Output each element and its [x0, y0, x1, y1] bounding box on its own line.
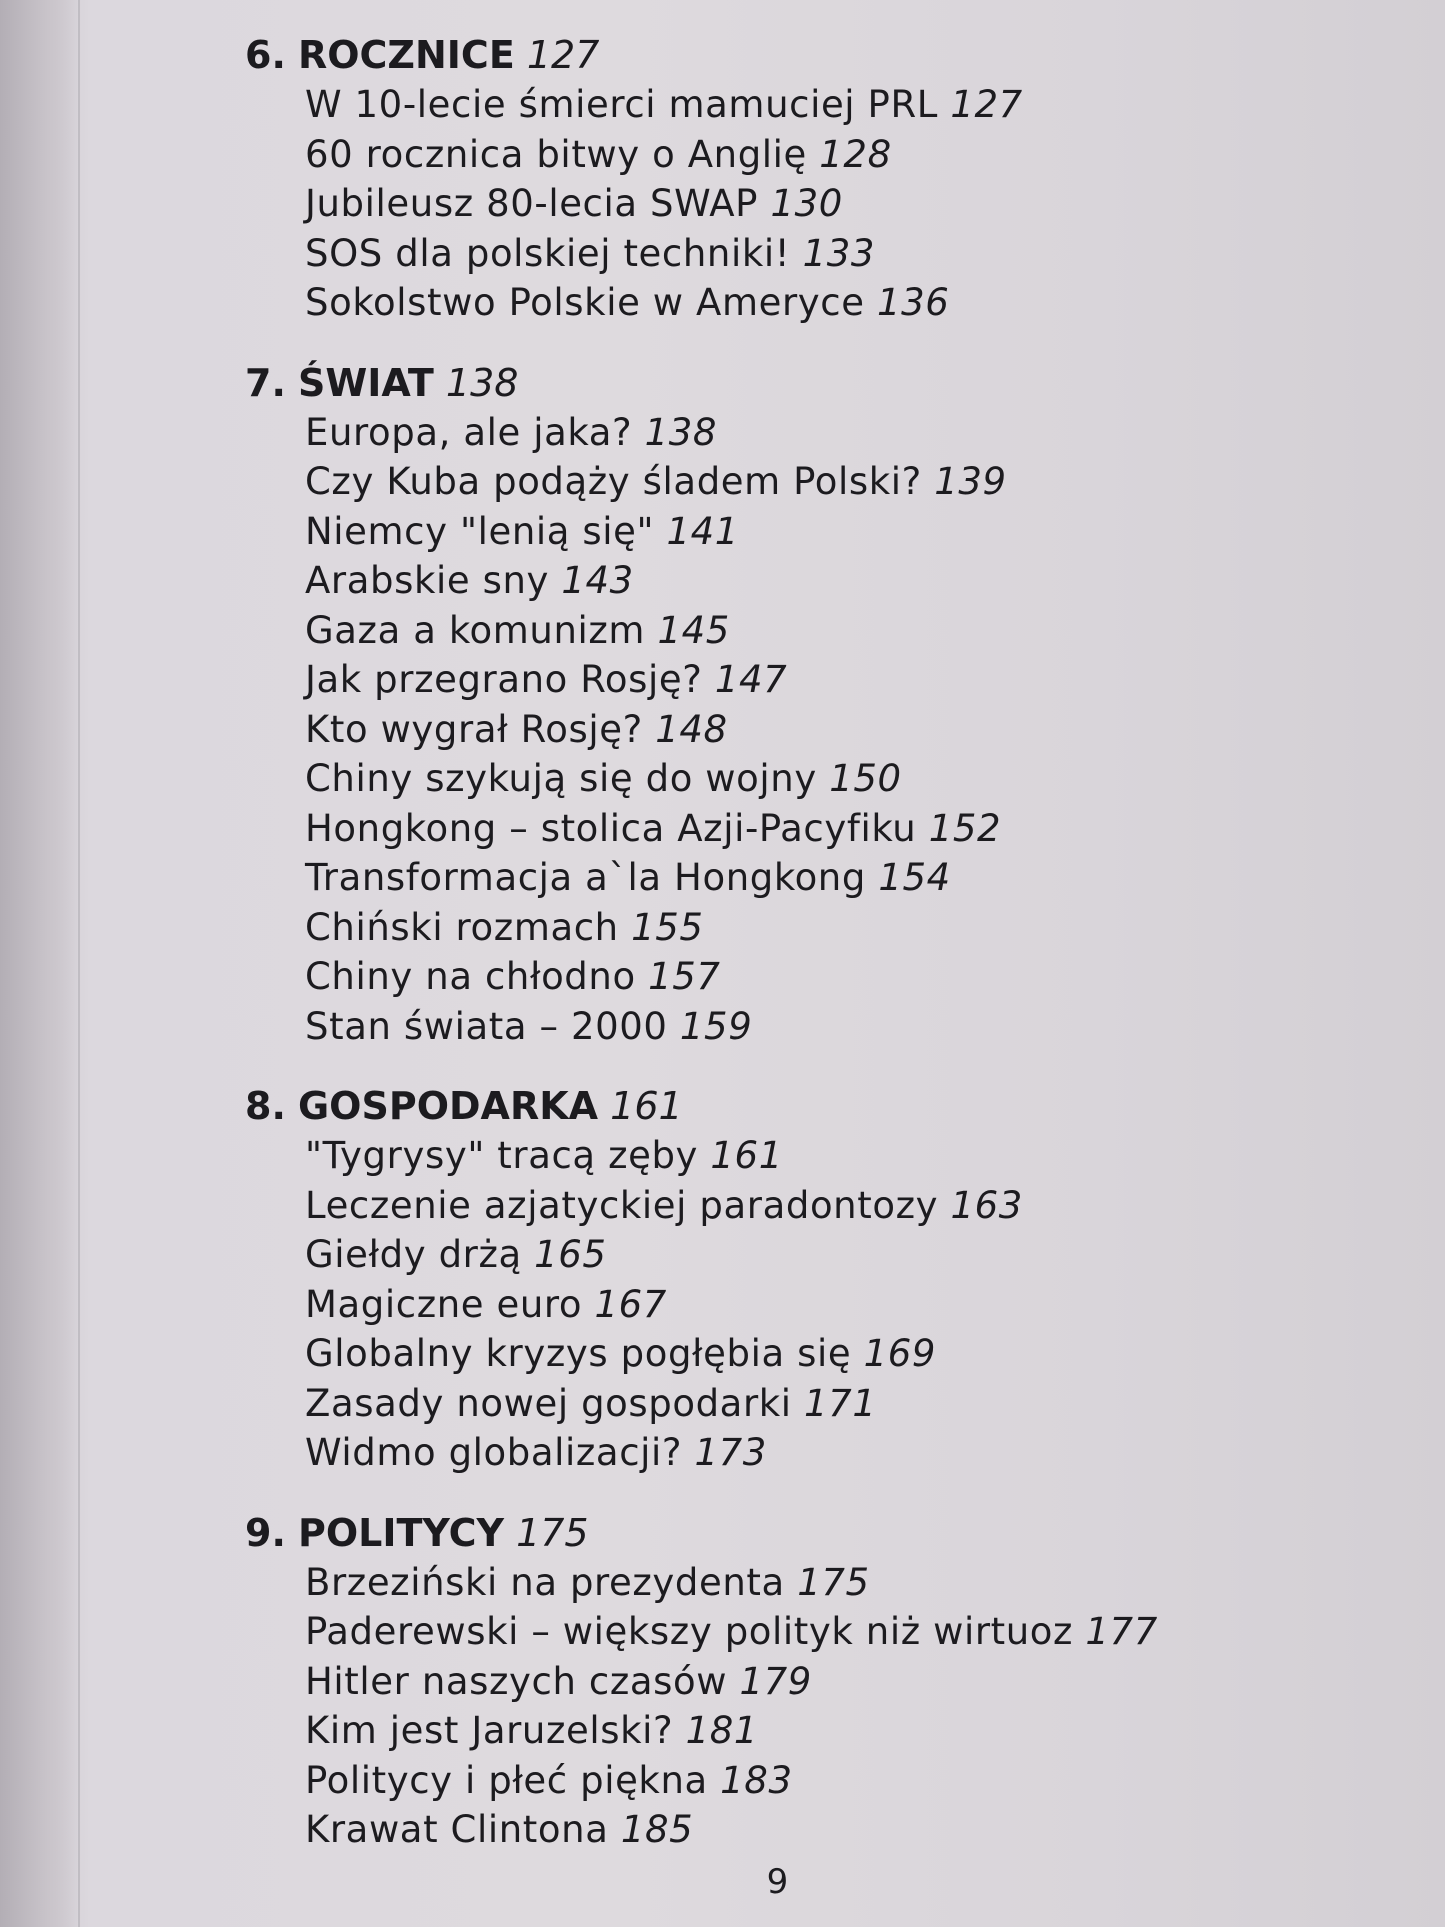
entry-title: Krawat Clintona	[305, 1808, 609, 1851]
entry-page: 183	[720, 1758, 793, 1802]
toc-entry	[245, 1756, 1405, 1806]
entry-page: 179	[739, 1659, 812, 1703]
entry-page: 128	[819, 132, 892, 176]
entry-page: 138	[644, 410, 718, 454]
section-heading	[245, 1081, 1405, 1131]
toc-section	[245, 1508, 1405, 1855]
entry-title: Leczenie azjatyckiej paradontozy	[305, 1183, 939, 1227]
section-heading	[245, 358, 1405, 408]
toc-entry	[245, 606, 1405, 656]
section-title: POLITYCY	[297, 1510, 504, 1555]
entry-title: Czy Kuba podąży śladem Polski?	[305, 460, 922, 503]
entry-page: 147	[714, 658, 788, 701]
book-gutter	[0, 0, 80, 1927]
entry-page: 161	[710, 1134, 783, 1177]
entry-page: 148	[655, 707, 728, 751]
toc-entry	[245, 1280, 1405, 1330]
section-page: 161	[610, 1084, 683, 1128]
entry-page: 185	[620, 1808, 694, 1851]
toc-entry	[245, 1002, 1405, 1052]
toc-entry	[245, 1329, 1405, 1379]
entry-page: 133	[802, 231, 875, 275]
entry-title: Arabskie sny	[305, 559, 550, 602]
toc-entry	[245, 1805, 1405, 1855]
entry-page: 163	[950, 1183, 1023, 1227]
entry-page: 159	[679, 1004, 753, 1048]
section-number: 8.	[245, 1084, 286, 1128]
toc-entry	[245, 1657, 1405, 1707]
toc-entry	[245, 179, 1405, 229]
page-fold	[78, 0, 80, 1927]
entry-title: Niemcy "lenią się"	[305, 509, 655, 553]
entry-title: Europa, ale jaka?	[305, 410, 633, 454]
toc-entry	[245, 1706, 1405, 1756]
entry-title: Chiny szykują się do wojny	[305, 757, 817, 800]
entry-page: 167	[594, 1282, 667, 1326]
entry-title: Brzeziński na prezydenta	[305, 1560, 785, 1604]
toc-entry	[245, 278, 1405, 328]
entry-title: Kim jest Jaruzelski?	[305, 1709, 674, 1752]
section-title: GOSPODARKA	[297, 1084, 599, 1128]
entry-page: 152	[928, 806, 1002, 850]
toc-entry	[245, 903, 1405, 953]
toc-entry	[245, 705, 1405, 755]
entry-title: Widmo globalizacji?	[305, 1431, 683, 1474]
entry-title: Gaza a komunizm	[305, 608, 646, 652]
entry-page: 157	[648, 955, 721, 998]
entry-title: Stan świata – 2000	[305, 1004, 668, 1048]
section-title: ŚWIAT	[297, 360, 434, 405]
entry-page: 169	[863, 1332, 937, 1375]
toc-entry	[245, 507, 1405, 557]
entry-title: Politycy i płeć piękna	[305, 1758, 708, 1802]
toc-entry	[245, 1131, 1405, 1181]
entry-title: Kto wygrał Rosję?	[305, 707, 643, 751]
toc-entry	[245, 754, 1405, 804]
section-number: 7.	[245, 360, 286, 405]
section-page: 127	[526, 33, 600, 77]
toc-section	[245, 30, 1405, 328]
entry-title: Giełdy drżą	[305, 1233, 522, 1276]
section-number: 9.	[245, 1510, 286, 1555]
entry-title: Paderewski – większy polityk niż wirtuoz	[305, 1610, 1074, 1653]
section-page: 175	[516, 1510, 589, 1555]
entry-page: 145	[657, 608, 730, 652]
entry-page: 181	[685, 1709, 759, 1752]
entry-title: Hongkong – stolica Azji-Pacyfiku	[305, 806, 917, 850]
entry-page: 175	[797, 1560, 870, 1604]
toc-entry	[245, 1607, 1405, 1657]
entry-title: Magiczne euro	[305, 1282, 583, 1326]
entry-title: Sokolstwo Polskie w Ameryce	[305, 281, 865, 324]
entry-title: W 10-lecie śmierci mamuciej PRL	[305, 83, 938, 126]
table-of-contents	[245, 30, 1405, 1885]
entry-title: Chiński rozmach	[305, 905, 619, 949]
entry-title: Chiny na chłodno	[305, 955, 636, 998]
toc-entry	[245, 408, 1405, 458]
toc-entry	[245, 130, 1405, 180]
entry-page: 171	[804, 1381, 877, 1425]
entry-title: 60 rocznica bitwy o Anglię	[305, 132, 807, 176]
toc-entry	[245, 1379, 1405, 1429]
entry-title: Globalny kryzys pogłębia się	[305, 1332, 852, 1375]
entry-page: 155	[631, 905, 704, 949]
entry-page: 136	[876, 281, 950, 324]
entry-title: SOS dla polskiej techniki!	[305, 231, 791, 275]
toc-entry	[245, 457, 1405, 507]
entry-page: 141	[666, 509, 739, 553]
page-number: 9	[766, 1862, 789, 1902]
entry-page: 165	[534, 1233, 607, 1276]
toc-section	[245, 358, 1405, 1052]
toc-entry	[245, 655, 1405, 705]
toc-entry	[245, 556, 1405, 606]
entry-page: 173	[694, 1431, 767, 1474]
entry-page: 143	[561, 559, 634, 602]
toc-entry	[245, 853, 1405, 903]
toc-section	[245, 1081, 1405, 1478]
entry-page: 154	[878, 856, 951, 899]
toc-entry	[245, 80, 1405, 130]
entry-page: 150	[829, 757, 902, 800]
entry-title: Zasady nowej gospodarki	[305, 1381, 792, 1425]
entry-page: 139	[934, 460, 1007, 503]
section-number: 6.	[245, 33, 286, 77]
entry-title: Jak przegrano Rosję?	[305, 658, 703, 701]
entry-page: 127	[950, 83, 1023, 126]
entry-title: "Tygrysy" tracą zęby	[305, 1134, 699, 1177]
toc-entry	[245, 1230, 1405, 1280]
section-heading	[245, 30, 1405, 80]
entry-title: Transformacja a`la Hongkong	[305, 856, 866, 899]
toc-entry	[245, 804, 1405, 854]
toc-entry	[245, 1558, 1405, 1608]
toc-entry	[245, 1428, 1405, 1478]
entry-title: Jubileusz 80-lecia SWAP	[305, 182, 759, 225]
section-heading	[245, 1508, 1405, 1558]
entry-page: 177	[1085, 1610, 1158, 1653]
section-page: 138	[445, 360, 519, 405]
toc-entry	[245, 952, 1405, 1002]
toc-entry	[245, 229, 1405, 279]
entry-page: 130	[770, 182, 843, 225]
entry-title: Hitler naszych czasów	[305, 1659, 728, 1703]
toc-entry	[245, 1181, 1405, 1231]
section-title: ROCZNICE	[297, 33, 515, 77]
